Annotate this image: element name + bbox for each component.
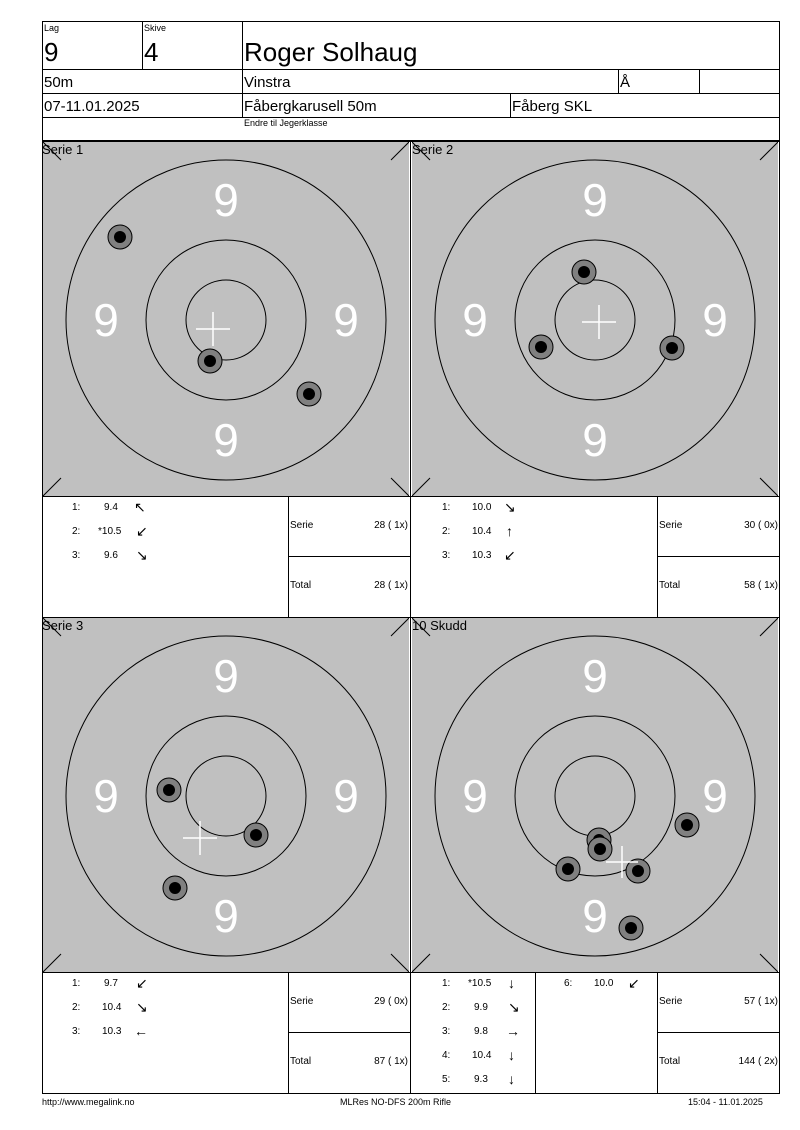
distance: 50m	[44, 74, 74, 91]
ring-number-left: 9	[93, 294, 119, 346]
shot-hole-2	[572, 260, 596, 284]
footer-website-link[interactable]: http://www.megalink.no	[42, 1097, 135, 1107]
event-name: Fåbergkarusell 50m	[244, 98, 377, 115]
target-10-skudd	[412, 618, 778, 972]
shot-direction-arrow: ↘	[136, 999, 148, 1015]
shot-hole-3	[529, 335, 553, 359]
shot-row	[442, 499, 532, 516]
ring-number-right: 9	[333, 770, 359, 822]
ring-number-left: 9	[462, 770, 488, 822]
club: Vinstra	[244, 74, 291, 91]
shot-score: 10.4	[472, 1050, 492, 1061]
shot-direction-arrow: ↙	[628, 975, 640, 991]
serie-label: Serie	[659, 520, 683, 531]
footer-timestamp: 15:04 - 11.01.2025	[688, 1097, 763, 1107]
shot-row	[442, 1023, 532, 1040]
ring-number-top: 9	[582, 174, 608, 226]
shot-hole-6	[675, 813, 699, 837]
shot-score: 10.0	[594, 978, 614, 989]
target-serie-1	[43, 142, 409, 496]
shot-hole-3	[556, 857, 580, 881]
shot-number: 2:	[72, 526, 81, 537]
ring-number-top: 9	[213, 174, 239, 226]
panel-title: Serie 2	[412, 142, 454, 157]
shot-score: 10.4	[472, 526, 492, 537]
shot-score: 10.3	[102, 1026, 122, 1037]
shot-direction-arrow: ↘	[136, 547, 148, 563]
shot-hole-1	[163, 876, 187, 900]
serie-score: 57 ( 1x)	[744, 996, 778, 1007]
shot-direction-arrow: ↓	[508, 1071, 515, 1087]
shot-number: 1:	[442, 502, 451, 513]
shot-score: 9.3	[474, 1074, 488, 1085]
shot-number: 3:	[442, 550, 451, 561]
panel-title: Serie 3	[42, 618, 84, 633]
shot-number: 1:	[72, 502, 81, 513]
shot-row	[72, 523, 162, 540]
shot-hole-1	[108, 225, 132, 249]
serie-score: 30 ( 0x)	[744, 520, 778, 531]
dates: 07-11.01.2025	[44, 98, 140, 115]
shot-hole-3	[157, 778, 181, 802]
shot-direction-arrow: ↑	[506, 523, 513, 539]
ring-number-bottom: 9	[582, 414, 608, 466]
shot-hole-5	[619, 916, 643, 940]
ring-number-right: 9	[702, 294, 728, 346]
ring-number-top: 9	[582, 650, 608, 702]
shot-number: 1:	[72, 978, 81, 989]
shot-number: 3:	[442, 1026, 451, 1037]
shot-direction-arrow: ↙	[136, 523, 148, 539]
total-label: Total	[290, 1056, 312, 1067]
total-label: Total	[659, 1056, 681, 1067]
class-change-note: Endre til Jegerklasse	[244, 118, 328, 128]
shot-row	[442, 975, 532, 992]
shot-score: *10.5	[468, 978, 492, 989]
total-score: 28 ( 1x)	[374, 580, 408, 591]
ring-number-bottom: 9	[213, 890, 239, 942]
shot-direction-arrow: ↓	[508, 1047, 515, 1063]
shot-score: 9.6	[104, 550, 118, 561]
shot-number: 4:	[442, 1050, 451, 1061]
organizer: Fåberg SKL	[512, 98, 593, 115]
shot-score: 10.4	[102, 1002, 122, 1013]
serie-score: 29 ( 0x)	[374, 996, 408, 1007]
class: Å	[620, 74, 631, 91]
lag-value: 9	[44, 37, 59, 67]
shot-direction-arrow: ←	[134, 1023, 148, 1039]
shot-score: *10.5	[98, 526, 122, 537]
shot-number: 2:	[442, 526, 451, 537]
shot-hole-1	[660, 336, 684, 360]
shot-score: 9.7	[104, 978, 118, 989]
total-label: Total	[290, 580, 312, 591]
shot-hole-3	[297, 382, 321, 406]
total-score: 58 ( 1x)	[744, 580, 778, 591]
shooter-name: Roger Solhaug	[244, 37, 418, 67]
shot-direction-arrow: →	[506, 1023, 520, 1039]
serie-label: Serie	[290, 996, 314, 1007]
ring-number-left: 9	[462, 294, 488, 346]
ring-number-top: 9	[213, 650, 239, 702]
shot-row	[442, 547, 532, 564]
shot-number: 5:	[442, 1074, 451, 1085]
shot-direction-arrow: ↘	[504, 499, 516, 515]
panel-title: Serie 1	[42, 142, 84, 157]
shot-number: 2:	[72, 1002, 81, 1013]
shot-row	[72, 547, 162, 564]
shot-row	[442, 1047, 532, 1064]
shot-number: 3:	[72, 550, 81, 561]
shot-row	[72, 1023, 162, 1040]
ring-number-bottom: 9	[213, 414, 239, 466]
shot-row	[72, 999, 162, 1016]
serie-score: 28 ( 1x)	[374, 520, 408, 531]
lag-label: Lag	[44, 23, 60, 33]
target-serie-2	[412, 142, 778, 496]
skive-value: 4	[144, 37, 159, 67]
ring-number-bottom: 9	[582, 890, 608, 942]
shot-number: 1:	[442, 978, 451, 989]
target-serie-3	[43, 618, 409, 972]
skive-label: Skive	[144, 23, 167, 33]
shot-number: 6:	[564, 978, 573, 989]
shot-row	[442, 1071, 532, 1088]
shot-score: 9.4	[104, 502, 118, 513]
shot-row	[72, 975, 162, 992]
shot-score: 10.0	[472, 502, 492, 513]
shot-row	[442, 523, 532, 540]
shot-score: 10.3	[472, 550, 492, 561]
shot-number: 2:	[442, 1002, 451, 1013]
ring-number-right: 9	[333, 294, 359, 346]
shot-direction-arrow: ↘	[508, 999, 520, 1015]
shot-direction-arrow: ↓	[508, 975, 515, 991]
serie-label: Serie	[290, 520, 314, 531]
shot-hole-2	[588, 837, 612, 861]
shot-hole-2	[244, 823, 268, 847]
shot-hole-2	[198, 349, 222, 373]
shot-score: 9.8	[474, 1026, 488, 1037]
panel-title: 10 Skudd	[412, 618, 467, 633]
total-score: 87 ( 1x)	[374, 1056, 408, 1067]
total-label: Total	[659, 580, 681, 591]
total-score: 144 ( 2x)	[738, 1056, 778, 1067]
footer-system-name: MLRes NO-DFS 200m Rifle	[340, 1097, 452, 1107]
shot-row	[564, 975, 654, 992]
shot-direction-arrow: ↖	[134, 499, 146, 515]
shot-row	[72, 499, 162, 516]
shot-row	[442, 999, 532, 1016]
shot-score: 9.9	[474, 1002, 488, 1013]
shot-direction-arrow: ↙	[504, 547, 516, 563]
shot-number: 3:	[72, 1026, 81, 1037]
ring-number-right: 9	[702, 770, 728, 822]
shot-direction-arrow: ↙	[136, 975, 148, 991]
ring-number-left: 9	[93, 770, 119, 822]
serie-label: Serie	[659, 996, 683, 1007]
